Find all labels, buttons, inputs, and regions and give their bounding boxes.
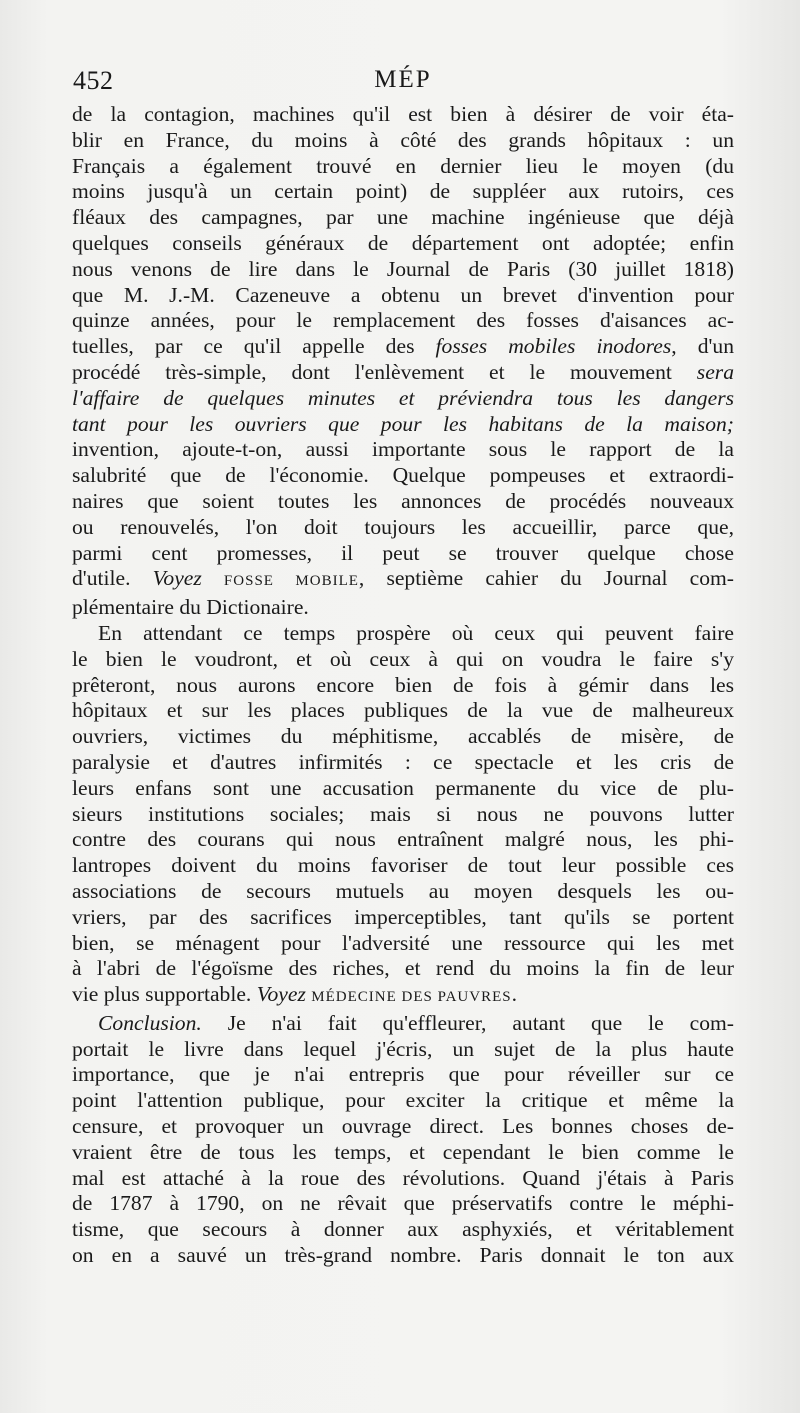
italic-phrase: l'affaire de quelques minutes et préviendra tous les dangers (72, 385, 734, 410)
cross-reference: FOSSE MOBILE (223, 573, 359, 590)
body-text (72, 102, 734, 1269)
text-line: lantropes doivent du moins favoriser de tout leur possible ces (72, 853, 734, 878)
text-line: vriers, par des sacrifices imperceptibles, tant qu'ils se portent (72, 904, 734, 929)
text-line: nous venons de lire dans le Journal de Paris (30 juillet 1818) (72, 256, 734, 281)
text-run: tuelles, par ce qu'il appelle des (72, 334, 436, 359)
text-line: quinze années, pour le remplacement des fosses d'aisances ac- (72, 308, 734, 333)
text-line: à l'abri de l'égoïsme des riches, et rend du moins la fin de leur (72, 956, 734, 981)
text-run: . (511, 982, 518, 1007)
paragraph-2 (72, 621, 734, 1011)
page-header (73, 66, 733, 100)
text-line: plémentaire du Dictionaire. (72, 595, 309, 620)
text-line: de 1787 à 1790, on ne rêvait que préservatifs contre le méphi- (72, 1191, 734, 1216)
text-run: d'utile. (72, 566, 153, 591)
text-line: portait le livre dans lequel j'écris, un sujet de la plus haute (72, 1036, 734, 1061)
voyez-reference: Voyez (256, 982, 306, 1007)
text-line: En attendant ce temps prospère où ceux qui peuvent faire (98, 620, 734, 645)
section-label: Conclusion. (98, 1010, 202, 1035)
text-line: fléaux des campagnes, par une machine ingénieuse que déjà (72, 205, 734, 230)
text-run: , septième cahier du Journal com- (358, 566, 734, 591)
text-line: de la contagion, machines qu'il est bien à désirer de voir éta- (72, 102, 734, 126)
text-line: importance, que je n'ai entrepris que pour réveiller sur ce (72, 1062, 734, 1087)
text-line: mal est attaché à la roue des révolutions. Quand j'étais à Paris (72, 1165, 734, 1190)
page-number: 452 (73, 66, 114, 95)
text-line: contre des courans qui nous entraînent malgré nous, les phi- (72, 827, 734, 852)
text-line (72, 386, 734, 412)
italic-phrase: sera (696, 359, 734, 384)
text-line (72, 334, 734, 360)
text-line: sieurs institutions sociales; mais si nous ne pouvons lutter (72, 801, 734, 826)
text-line (72, 566, 734, 595)
text-line: moins jusqu'à un certain point) de suppléer aux rutoirs, ces (72, 179, 734, 204)
running-head: MÉP (374, 66, 432, 93)
text-line (72, 412, 734, 438)
text-line: salubrité que de l'économie. Quelque pompeuses et extraordi- (72, 463, 734, 488)
text-line: que M. J.-M. Cazeneuve a obtenu un brevet d'invention pour (72, 282, 734, 307)
paragraph-1 (72, 102, 734, 621)
text-line: censure, et provoquer un ouvrage direct. Les bonnes choses de- (72, 1114, 734, 1139)
text-line: leurs enfans sont une accusation permanente du vice de plu- (72, 775, 734, 800)
text-line: vraient être de tous les temps, et cependant le bien comme le (72, 1139, 734, 1164)
text-line: blir en France, du moins à côté des grands hôpitaux : un (72, 127, 734, 152)
text-line (72, 982, 734, 1011)
voyez-reference: Voyez (152, 566, 202, 591)
text-line (72, 1011, 734, 1037)
text-line: prêteront, nous aurons encore bien de fois à gémir dans les (72, 672, 734, 697)
text-run: , d'un (671, 334, 734, 359)
text-line: hôpitaux et sur les places publiques de la vue de malheureux (72, 698, 734, 723)
text-line: paralysie et d'autres infirmités : ce spectacle et les cris de (72, 749, 734, 774)
text-line: Français a également trouvé en dernier lieu le moyen (du (72, 153, 734, 178)
text-line: le bien le voudront, et où ceux à qui on voudra le faire s'y (72, 646, 734, 671)
text-line: quelques conseils généraux de département ont adoptée; enfin (72, 230, 734, 255)
italic-phrase: fosses mobiles inodores (435, 334, 672, 359)
text-run: vie plus supportable. (72, 982, 257, 1007)
text-line: point l'attention publique, pour exciter la critique et même la (72, 1088, 734, 1113)
text-line: ouvriers, victimes du méphitisme, accablés de misère, de (72, 724, 734, 749)
text-line: naires que soient toutes les annonces de procédés nouveaux (72, 488, 734, 513)
text-line: associations de secours mutuels au moyen desquels les ou- (72, 878, 734, 903)
italic-phrase: tant pour les ouvriers que pour les habitans de la maison; (72, 411, 734, 436)
text-line: on en a sauvé un très-grand nombre. Paris donnait le ton aux (72, 1243, 734, 1268)
text-line: ou renouvelés, l'on doit toujours les accueillir, parce que, (72, 514, 734, 539)
paragraph-3 (72, 1011, 734, 1269)
text-line: invention, ajoute-t-on, aussi importante sous le rapport de la (72, 437, 734, 462)
text-line: bien, se ménagent pour l'adversité une ressource qui les met (72, 930, 734, 955)
text-line: parmi cent promesses, il peut se trouver quelque chose (72, 540, 734, 565)
text-line: tisme, que secours à donner aux asphyxiés, et véritablement (72, 1217, 734, 1242)
text-line (72, 360, 734, 386)
text-run: procédé très-simple, dont l'enlèvement et le mouvement (72, 359, 697, 384)
cross-reference: MÉDECINE DES PAUVRES (311, 989, 512, 1006)
text-run: Je n'ai fait qu'effleurer, autant que le com- (201, 1010, 734, 1035)
